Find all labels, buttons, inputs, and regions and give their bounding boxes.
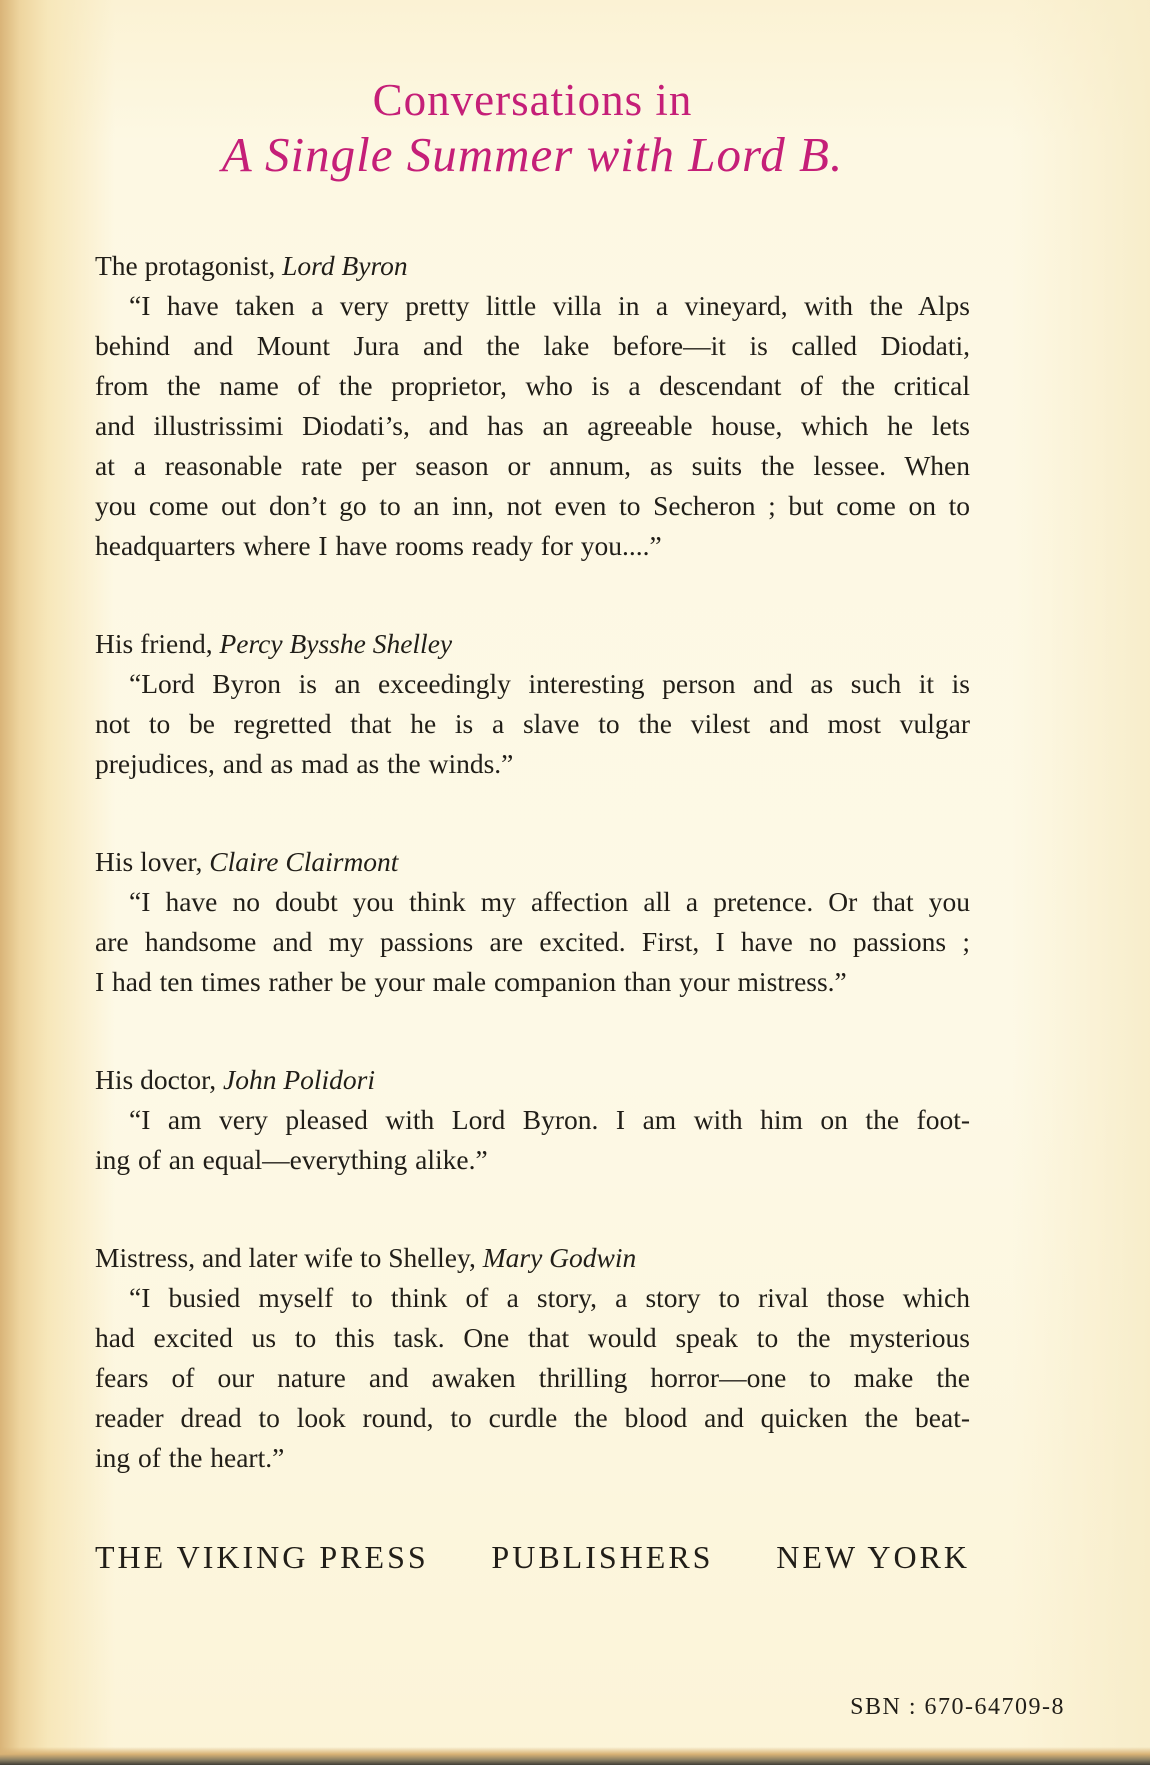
speaker-name: John Polidori [222, 1064, 375, 1095]
publisher-line [95, 1536, 970, 1578]
quote-line: ing of an equal—everything alike.” [95, 1144, 488, 1175]
blurb-section [95, 842, 970, 1002]
publisher-city: NEW YORK [776, 1539, 970, 1575]
speaker-line [95, 624, 970, 664]
speaker-name: Lord Byron [282, 250, 408, 281]
quote-line: I had ten times rather be your male companion than your mistress.” [95, 966, 847, 997]
quote-line: behind and Mount Jura and the lake before—it is called Diodati, [95, 330, 970, 361]
publisher-role: PUBLISHERS [491, 1539, 714, 1575]
speaker-line [95, 842, 970, 882]
speaker-name: Claire Clairmont [209, 846, 399, 877]
speaker-prefix: His doctor, [95, 1064, 223, 1095]
quote-line: from the name of the proprietor, who is a descendant of the critical [95, 370, 970, 401]
page-bottom-edge [0, 1747, 1150, 1765]
speaker-line [95, 246, 970, 286]
quote-line: reader dread to look round, to curdle the blood and quicken the beat- [95, 1402, 970, 1433]
quote-line: and illustrissimi Diodati’s, and has an agreeable house, which he lets [95, 410, 970, 441]
speaker-name: Mary Godwin [482, 1242, 637, 1273]
blurb-section [95, 1238, 970, 1478]
blurb-section [95, 624, 970, 784]
quote-line: are handsome and my passions are excited. First, I have no passions ; [95, 926, 970, 957]
book-title-line1: Conversations in [372, 75, 693, 125]
speaker-name: Percy Bysshe Shelley [219, 628, 453, 659]
book-title [95, 74, 970, 184]
book-title-line2: A Single Summer with Lord B. [221, 127, 844, 182]
cover-text-column [95, 0, 970, 1578]
quote-line: not to be regretted that he is a slave to the vilest and most vulgar [95, 708, 970, 739]
blurb-sections [95, 246, 970, 1478]
quote-line: “I have taken a very pretty little villa in a vineyard, with the Alps [129, 290, 970, 321]
quote-line: “Lord Byron is an exceedingly interesting person and as such it is [129, 668, 970, 699]
blurb-section [95, 246, 970, 566]
quote-line: “I am very pleased with Lord Byron. I am with him on the foot- [129, 1104, 970, 1135]
sbn-number: SBN : 670-64709-8 [850, 1694, 1065, 1720]
quote-line: you come out don’t go to an inn, not even to Secheron ; but come on to [95, 490, 970, 521]
quote-line: at a reasonable rate per season or annum, as suits the lessee. When [95, 450, 970, 481]
quote-line: “I busied myself to think of a story, a story to rival those which [129, 1282, 970, 1313]
quote-line: ing of the heart.” [95, 1442, 285, 1473]
speaker-prefix: His friend, [95, 628, 220, 659]
quote-line: headquarters where I have rooms ready for you....” [95, 530, 662, 561]
quote-line: fears of our nature and awaken thrilling horror—one to make the [95, 1362, 970, 1393]
quote-line: prejudices, and as mad as the winds.” [95, 748, 514, 779]
speaker-prefix: Mistress, and later wife to Shelley, [95, 1242, 483, 1273]
speaker-prefix: The protagonist, [95, 250, 283, 281]
quote-line: “I have no doubt you think my affection all a pretence. Or that you [129, 886, 970, 917]
speaker-line [95, 1060, 970, 1100]
speaker-prefix: His lover, [95, 846, 210, 877]
publisher-name: THE VIKING PRESS [95, 1539, 429, 1575]
speaker-line [95, 1238, 970, 1278]
blurb-section [95, 1060, 970, 1180]
quote-line: had excited us to this task. One that would speak to the mysterious [95, 1322, 970, 1353]
